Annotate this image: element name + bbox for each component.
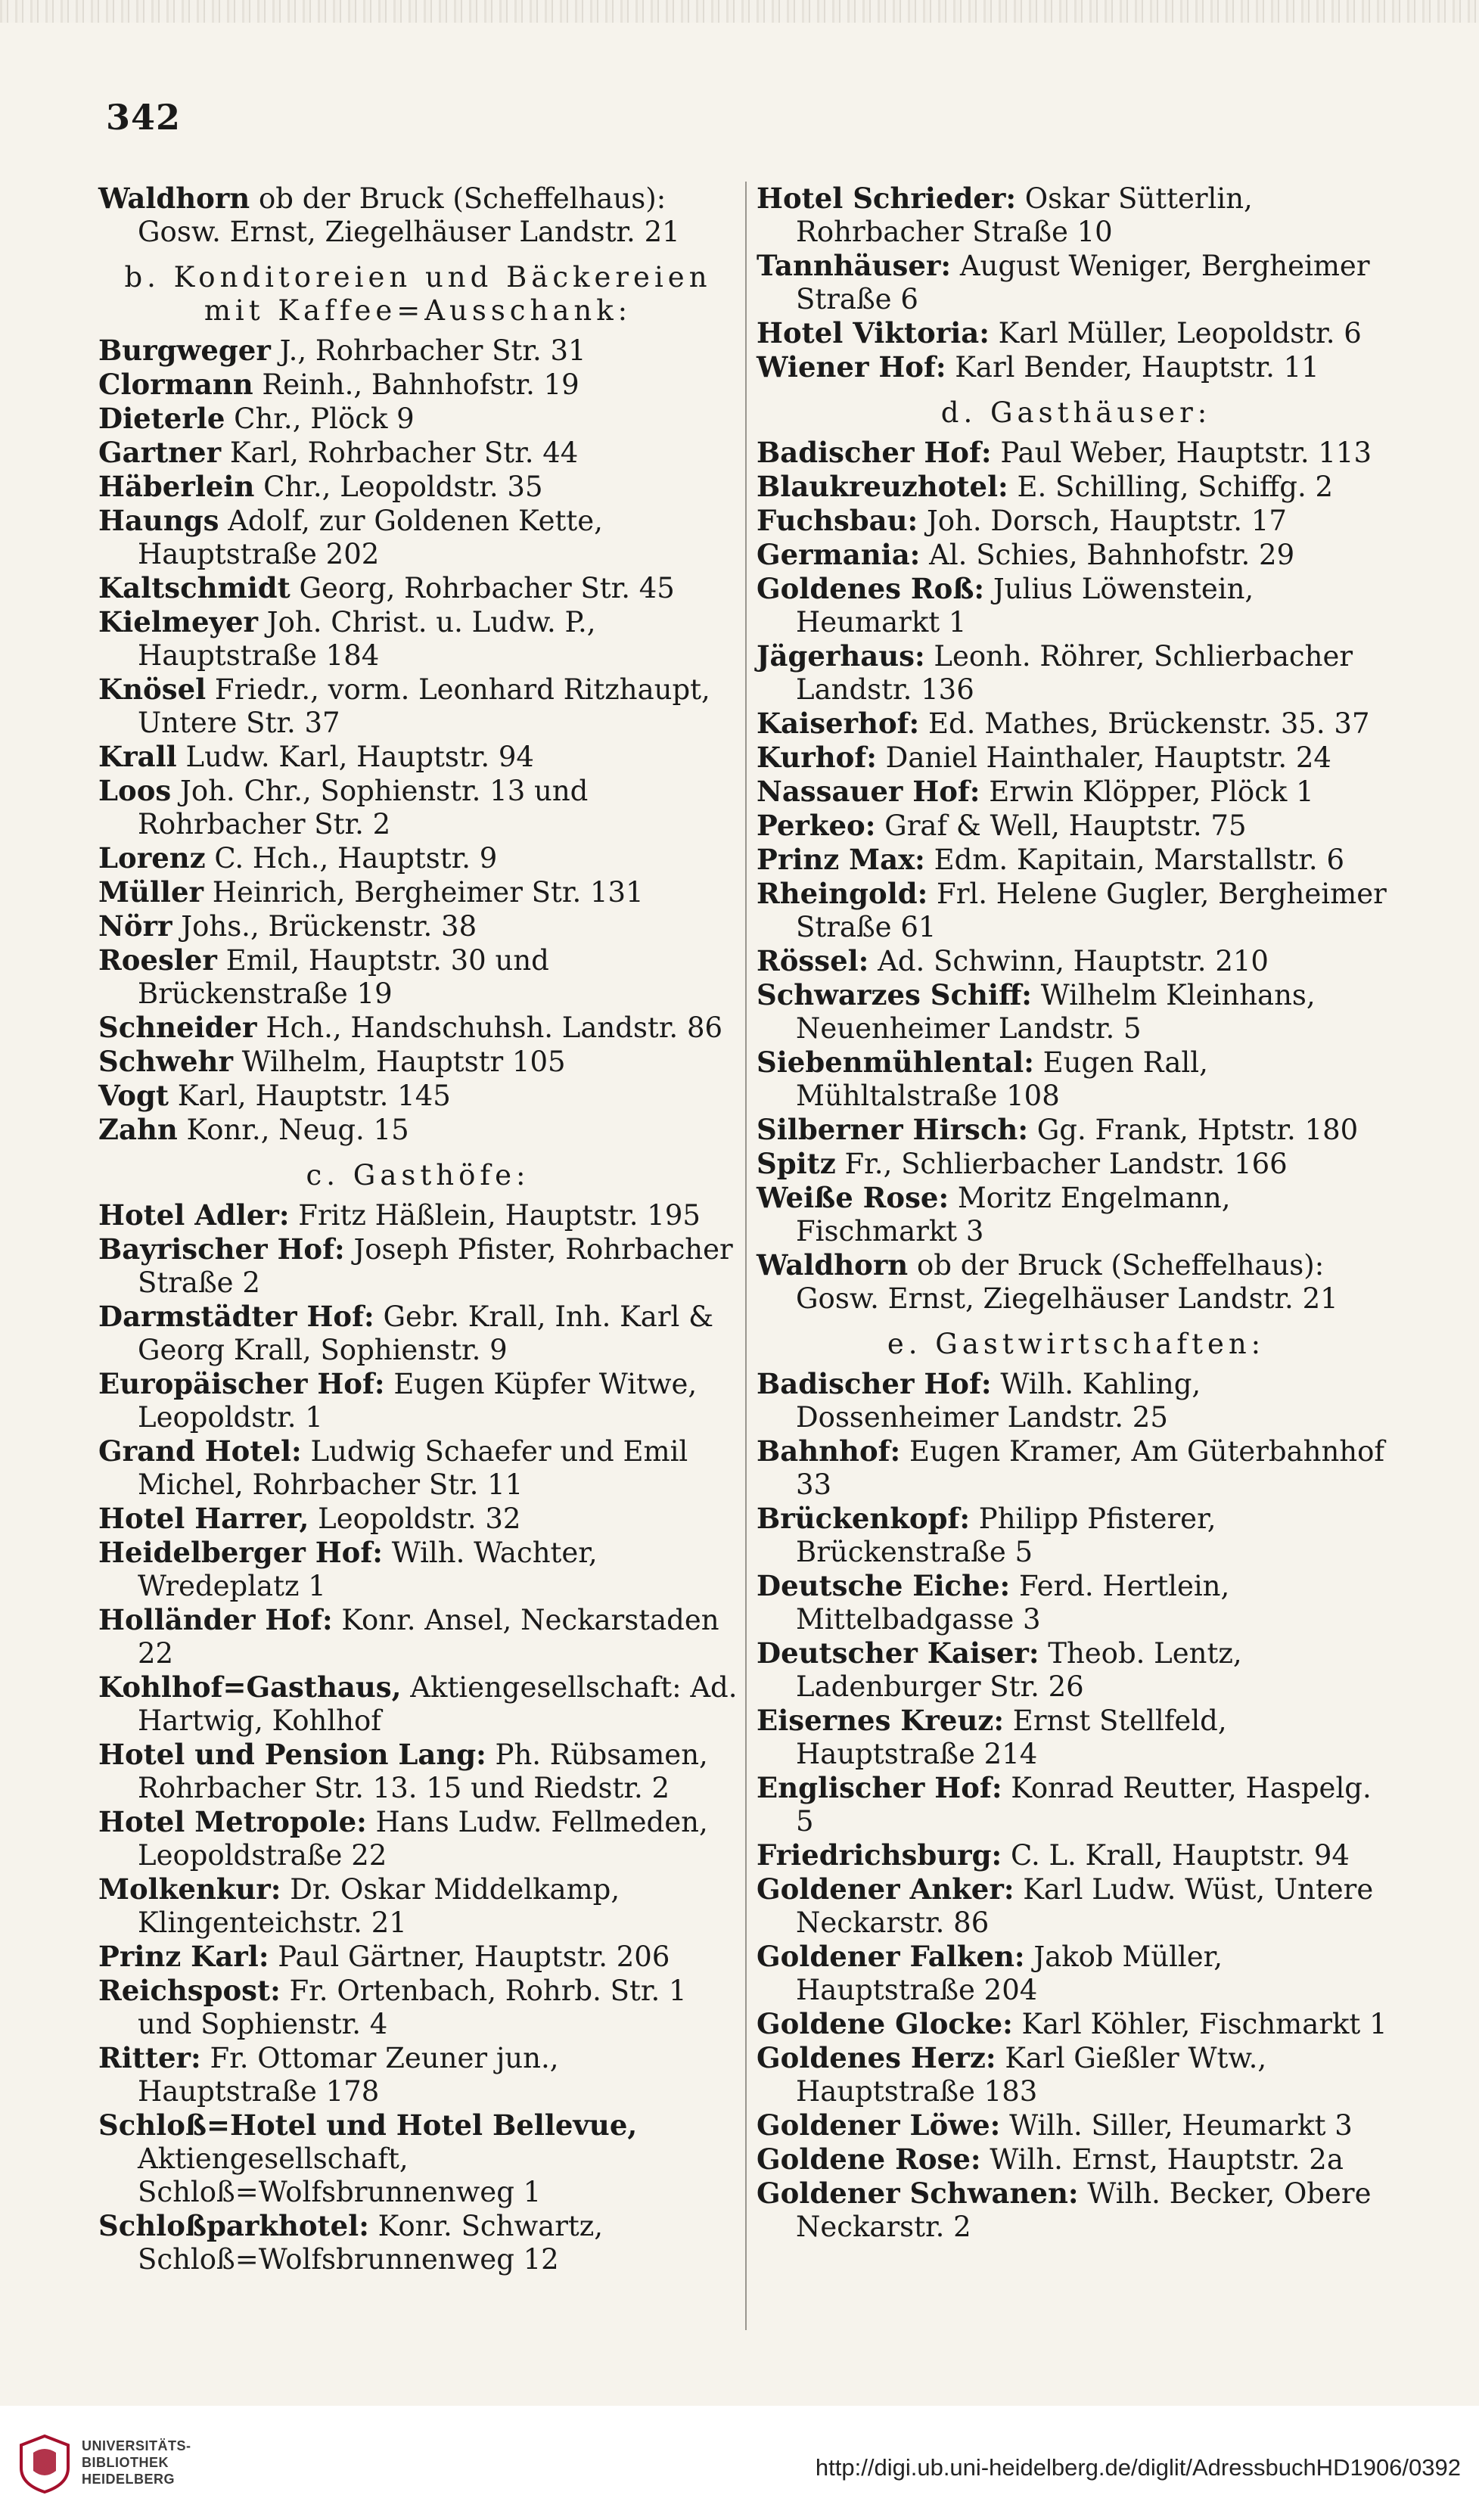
entry-name: Kohlhof=Gasthaus,	[98, 1670, 402, 1704]
directory-entry	[757, 2041, 1396, 2108]
directory-entry	[757, 1147, 1396, 1181]
entry-name: Goldener Falken:	[757, 1940, 1025, 1973]
entry-details: J., Rohrbacher Str. 31	[270, 334, 586, 367]
left-column	[98, 182, 738, 2276]
directory-entry	[98, 182, 738, 249]
directory-entry	[98, 740, 738, 774]
directory-entry	[98, 1079, 738, 1113]
library-name-line: UNIVERSITÄTS-	[82, 2438, 191, 2453]
directory-entry	[757, 1502, 1396, 1569]
entry-details: Ernst Stellfeld, Hauptstraße 214	[796, 1704, 1227, 1770]
entry-details: Ludwig Schaefer und Emil Michel, Rohrbacher Str. 11	[138, 1435, 688, 1501]
entry-details: Daniel Hainthaler, Hauptstr. 24	[876, 741, 1331, 774]
entry-name: Perkeo:	[757, 809, 876, 842]
entry-name: Waldhorn	[98, 182, 250, 215]
directory-entry	[757, 2177, 1396, 2244]
entry-details: Wilh. Ernst, Hauptstr. 2a	[980, 2143, 1344, 2176]
entry-name: Brückenkopf:	[757, 1502, 971, 1535]
entry-details: Aktiengesellschaft: Ad. Hartwig, Kohlhof	[138, 1671, 738, 1737]
entry-details: Wilhelm Kleinhans, Neuenheimer Landstr. 5	[796, 979, 1316, 1045]
entry-name: Loos	[98, 774, 172, 807]
directory-entry	[757, 1569, 1396, 1636]
directory-entry	[757, 775, 1396, 809]
entry-name: Goldener Anker:	[757, 1872, 1014, 1906]
entry-name: Nassauer Hof:	[757, 775, 980, 808]
directory-entry	[757, 350, 1396, 384]
entry-details: Wilh. Becker, Obere Neckarstr. 2	[796, 2177, 1372, 2243]
entry-details: Karl Müller, Leopoldstr. 6	[989, 317, 1362, 350]
directory-entry	[98, 909, 738, 943]
section-heading: b. Konditoreien und Bäckereien mit Kaffee=Ausschank:	[124, 261, 712, 327]
directory-entry	[98, 1536, 738, 1603]
directory-entry	[98, 470, 738, 504]
directory-entry	[757, 843, 1396, 877]
entry-details: Joh. Dorsch, Hauptstr. 17	[918, 505, 1287, 537]
entry-details: Eugen Kramer, Am Güterbahnhof 33	[796, 1435, 1385, 1501]
entry-details: E. Schilling, Schiffg. 2	[1008, 471, 1334, 503]
directory-entry	[757, 944, 1396, 978]
entry-details: Fr. Ortenbach, Rohrb. Str. 1 und Sophienstr. 4	[138, 1975, 687, 2040]
directory-entry	[757, 1046, 1396, 1113]
library-name-line: BIBLIOTHEK	[82, 2455, 169, 2470]
entry-details: Wilh. Kahling, Dossenheimer Landstr. 25	[796, 1368, 1201, 1434]
entry-name: Blaukreuzhotel:	[757, 470, 1008, 503]
directory-entry	[98, 1300, 738, 1367]
directory-entry	[98, 1940, 738, 1974]
directory-entry	[757, 639, 1396, 707]
entry-details: Eugen Küpfer Witwe, Leopoldstr. 1	[138, 1368, 698, 1434]
entry-name: Siebenmühlental:	[757, 1046, 1034, 1079]
entry-details: Joh. Chr., Sophienstr. 13 und Rohrbacher Str. 2	[138, 775, 589, 841]
directory-entry	[757, 1181, 1396, 1248]
entry-name: Friedrichsburg:	[757, 1838, 1002, 1872]
entry-details: Leopoldstr. 32	[309, 1502, 521, 1535]
right-column	[757, 182, 1396, 2244]
entry-name: Englischer Hof:	[757, 1771, 1002, 1804]
entry-name: Roesler	[98, 943, 217, 977]
entry-name: Kaltschmidt	[98, 571, 291, 604]
entry-name: Fuchsbau:	[757, 504, 918, 537]
entry-name: Prinz Max:	[757, 843, 925, 876]
entry-details: Konrad Reutter, Haspelg. 5	[796, 1772, 1372, 1838]
entry-name: Häberlein	[98, 470, 255, 503]
entry-details: Ph. Rübsamen, Rohrbacher Str. 13. 15 und Riedstr. 2	[138, 1739, 708, 1804]
directory-entry	[98, 1367, 738, 1434]
entry-name: Ritter:	[98, 2041, 201, 2074]
entry-details: Friedr., vorm. Leonhard Ritzhaupt, Untere Str. 37	[138, 673, 710, 739]
entry-details: Fritz Häßlein, Hauptstr. 195	[289, 1199, 701, 1232]
directory-entry	[757, 538, 1396, 572]
entry-details: Leonh. Röhrer, Schlierbacher Landstr. 136	[796, 640, 1353, 706]
entry-details: ob der Bruck (Scheffelhaus): Gosw. Ernst, Ziegelhäuser Landstr. 21	[138, 182, 680, 248]
entry-name: Knösel	[98, 673, 207, 706]
directory-entry	[98, 1738, 738, 1805]
entry-details: Georg, Rohrbacher Str. 45	[290, 572, 675, 604]
entry-details: Ludw. Karl, Hauptstr. 94	[176, 741, 534, 773]
section-heading: e. Gastwirtschaften:	[887, 1328, 1266, 1360]
directory-entry	[98, 1113, 738, 1147]
entry-name: Waldhorn	[757, 1248, 909, 1282]
entry-details: Joh. Christ. u. Ludw. P., Hauptstraße 184	[138, 606, 596, 672]
entry-name: Zahn	[98, 1113, 178, 1146]
directory-entry	[98, 774, 738, 841]
directory-entry	[757, 249, 1396, 316]
entry-details: Karl, Rohrbacher Str. 44	[221, 437, 579, 469]
entry-details: Jakob Müller, Hauptstraße 204	[796, 1940, 1223, 2006]
entry-name: Bahnhof:	[757, 1434, 901, 1468]
entry-details: ob der Bruck (Scheffelhaus): Gosw. Ernst, Ziegelhäuser Landstr. 21	[796, 1249, 1338, 1315]
directory-entry	[757, 1704, 1396, 1771]
entry-details: Fr., Schlierbacher Landstr. 166	[835, 1148, 1288, 1180]
entry-details: Adolf, zur Goldenen Kette, Hauptstraße 202	[138, 505, 603, 570]
entry-name: Schwarzes Schiff:	[757, 978, 1032, 1011]
directory-entry	[757, 1940, 1396, 2007]
entry-details: Oskar Sütterlin, Rohrbacher Straße 10	[796, 182, 1253, 248]
entry-details: Wilhelm, Hauptstr 105	[232, 1046, 566, 1078]
entry-details: Karl Ludw. Wüst, Untere Neckarstr. 86	[796, 1873, 1374, 1939]
directory-entry	[98, 504, 738, 571]
entry-name: Schloßparkhotel:	[98, 2209, 369, 2242]
entry-name: Bayrischer Hof:	[98, 1232, 345, 1266]
entry-name: Molkenkur:	[98, 1872, 281, 1906]
entry-details: Theob. Lentz, Ladenburger Str. 26	[796, 1637, 1242, 1703]
directory-entry	[757, 2108, 1396, 2142]
directory-entry	[98, 436, 738, 470]
entry-details: Konr. Schwartz, Schloß=Wolfsbrunnenweg 12	[138, 2210, 604, 2276]
entry-details: Paul Gärtner, Hauptstr. 206	[269, 1940, 670, 1973]
entry-name: Goldener Schwanen:	[757, 2177, 1079, 2210]
directory-entry	[98, 1232, 738, 1300]
entry-details: Karl Gießler Wtw., Hauptstraße 183	[796, 2042, 1267, 2108]
entry-name: Gartner	[98, 436, 222, 469]
entry-details: Heinrich, Bergheimer Str. 131	[204, 876, 644, 909]
entry-name: Rheingold:	[757, 877, 928, 910]
entry-details: Ed. Mathes, Brückenstr. 35. 37	[919, 707, 1370, 740]
entry-name: Grand Hotel:	[98, 1434, 302, 1468]
entry-details: Hans Ludw. Fellmeden, Leopoldstraße 22	[138, 1806, 708, 1872]
column-divider	[745, 182, 747, 2330]
entry-details: Karl Bender, Hauptstr. 11	[946, 351, 1319, 384]
entry-name: Prinz Karl:	[98, 1940, 269, 1973]
entry-name: Hotel Viktoria:	[757, 316, 990, 350]
entry-name: Deutsche Eiche:	[757, 1569, 1011, 1602]
entry-name: Goldener Löwe:	[757, 2108, 1001, 2142]
entry-details: August Weniger, Bergheimer Straße 6	[796, 250, 1370, 315]
directory-entry	[757, 1367, 1396, 1434]
directory-entry	[757, 707, 1396, 741]
entry-details: Moritz Engelmann, Fischmarkt 3	[796, 1182, 1231, 1248]
entry-name: Lorenz	[98, 841, 206, 875]
entry-details: Erwin Klöpper, Plöck 1	[980, 775, 1314, 808]
entry-name: Goldenes Roß:	[757, 572, 985, 605]
entry-details: Paul Weber, Hauptstr. 113	[991, 437, 1372, 469]
entry-details: Johs., Brückenstr. 38	[172, 910, 477, 943]
directory-entry	[98, 2108, 738, 2209]
entry-details: C. L. Krall, Hauptstr. 94	[1002, 1839, 1350, 1872]
directory-entry	[757, 741, 1396, 775]
entry-name: Spitz	[757, 1147, 836, 1180]
directory-entry	[98, 1011, 738, 1045]
directory-entry	[98, 1045, 738, 1079]
entry-name: Rössel:	[757, 944, 869, 977]
entry-name: Burgweger	[98, 334, 271, 367]
entry-details: Philipp Pfisterer, Brückenstraße 5	[796, 1502, 1216, 1568]
entry-name: Kaiserhof:	[757, 707, 920, 740]
entry-details: Wilh. Siller, Heumarkt 3	[1000, 2109, 1353, 2142]
directory-entry	[98, 875, 738, 909]
directory-entry	[98, 2209, 738, 2276]
directory-entry	[757, 1113, 1396, 1147]
entry-name: Weiße Rose:	[757, 1181, 949, 1214]
directory-entry	[98, 2041, 738, 2108]
directory-entry	[757, 2142, 1396, 2177]
entry-name: Jägerhaus:	[757, 639, 925, 673]
entry-name: Schloß=Hotel und Hotel Bellevue,	[98, 2108, 638, 2142]
section-heading: c. Gasthöfe:	[306, 1159, 530, 1192]
directory-entry	[757, 1248, 1396, 1316]
directory-entry	[757, 504, 1396, 538]
entry-name: Kurhof:	[757, 741, 877, 774]
entry-details: Edm. Kapitain, Marstallstr. 6	[924, 844, 1344, 876]
entry-details: Wilh. Wachter, Wredeplatz 1	[138, 1537, 598, 1602]
entry-details: Eugen Rall, Mühltalstraße 108	[796, 1046, 1208, 1112]
directory-entry	[98, 334, 738, 368]
directory-entry	[98, 1434, 738, 1502]
directory-entry	[757, 978, 1396, 1046]
entry-details: Hch., Handschuhsh. Landstr. 86	[256, 1011, 723, 1044]
entry-name: Goldene Glocke:	[757, 2007, 1013, 2040]
directory-entry	[98, 1198, 738, 1232]
directory-entry	[98, 571, 738, 605]
entry-details: C. Hch., Hauptstr. 9	[205, 842, 498, 875]
directory-entry	[757, 809, 1396, 843]
entry-details: Ad. Schwinn, Hauptstr. 210	[868, 945, 1269, 977]
entry-name: Clormann	[98, 368, 253, 401]
entry-name: Krall	[98, 740, 177, 773]
entry-name: Darmstädter Hof:	[98, 1300, 374, 1333]
entry-details: Frl. Helene Gugler, Bergheimer Straße 61	[796, 878, 1387, 943]
entry-name: Eisernes Kreuz:	[757, 1704, 1005, 1737]
entry-name: Schwehr	[98, 1045, 233, 1078]
entry-details: Julius Löwenstein, Heumarkt 1	[796, 573, 1254, 639]
entry-name: Heidelberger Hof:	[98, 1536, 383, 1569]
entry-details: Konr., Neug. 15	[177, 1114, 409, 1146]
entry-details: Aktiengesellschaft, Schloß=Wolfsbrunnenweg 1	[138, 2142, 542, 2208]
directory-entry	[757, 1771, 1396, 1838]
directory-entry	[757, 1872, 1396, 1940]
directory-entry	[757, 1838, 1396, 1872]
entry-name: Nörr	[98, 909, 172, 943]
entry-name: Hotel Harrer,	[98, 1502, 309, 1535]
directory-entry	[757, 316, 1396, 350]
section-heading: d. Gasthäuser:	[940, 396, 1212, 429]
entry-name: Müller	[98, 875, 204, 909]
directory-entry	[98, 1805, 738, 1872]
entry-details: Reinh., Bahnhofstr. 19	[253, 368, 579, 401]
directory-entry	[98, 1603, 738, 1670]
entry-details: Karl, Hauptstr. 145	[168, 1080, 451, 1112]
entry-name: Hotel Metropole:	[98, 1805, 367, 1838]
entry-details: Al. Schies, Bahnhofstr. 29	[920, 539, 1295, 571]
entry-name: Wiener Hof:	[757, 350, 946, 384]
entry-name: Hotel Adler:	[98, 1198, 290, 1232]
entry-details: Joseph Pfister, Rohrbacher Straße 2	[138, 1233, 733, 1299]
scan-edge-noise	[0, 0, 1479, 23]
directory-entry	[757, 182, 1396, 249]
library-name	[82, 2438, 191, 2487]
entry-details: Emil, Hauptstr. 30 und Brückenstraße 19	[138, 944, 549, 1010]
entry-details: Dr. Oskar Middelkamp, Klingenteichstr. 21	[138, 1873, 620, 1939]
entry-details: Gg. Frank, Hptstr. 180	[1027, 1114, 1359, 1146]
entry-name: Hotel Schrieder:	[757, 182, 1017, 215]
entry-name: Haungs	[98, 504, 219, 537]
directory-entry	[757, 1434, 1396, 1502]
entry-name: Germania:	[757, 538, 921, 571]
entry-name: Deutscher Kaiser:	[757, 1636, 1039, 1670]
directory-entry	[98, 673, 738, 740]
entry-name: Holländer Hof:	[98, 1603, 333, 1636]
entry-details: Konr. Ansel, Neckarstaden 22	[138, 1604, 719, 1670]
entry-name: Kielmeyer	[98, 605, 259, 639]
directory-entry	[757, 2007, 1396, 2041]
page-number: 342	[106, 97, 182, 138]
entry-details: Fr. Ottomar Zeuner jun., Hauptstraße 178	[138, 2042, 559, 2108]
entry-details: Chr., Plöck 9	[225, 402, 415, 435]
source-url-link[interactable]: http://digi.ub.uni-heidelberg.de/diglit/AdressbuchHD1906/0392	[815, 2454, 1461, 2481]
directory-entry	[757, 470, 1396, 504]
directory-entry	[98, 1502, 738, 1536]
library-name-line: HEIDELBERG	[82, 2472, 176, 2487]
directory-entry	[98, 943, 738, 1011]
directory-entry	[757, 1636, 1396, 1704]
entry-name: Goldenes Herz:	[757, 2041, 996, 2074]
directory-entry	[98, 841, 738, 875]
directory-entry	[98, 368, 738, 402]
directory-entry	[98, 1670, 738, 1738]
entry-name: Schneider	[98, 1011, 257, 1044]
directory-entry	[98, 402, 738, 436]
directory-entry	[757, 572, 1396, 639]
entry-details: Gebr. Krall, Inh. Karl & Georg Krall, Sophienstr. 9	[138, 1300, 714, 1366]
entry-name: Badischer Hof:	[757, 1367, 992, 1400]
university-seal-icon	[18, 2435, 71, 2494]
entry-name: Europäischer Hof:	[98, 1367, 385, 1400]
directory-entry	[98, 1872, 738, 1940]
entry-details: Graf & Well, Hauptstr. 75	[875, 809, 1247, 842]
directory-entry	[98, 605, 738, 673]
entry-name: Badischer Hof:	[757, 436, 992, 469]
entry-details: Ferd. Hertlein, Mittelbadgasse 3	[796, 1570, 1230, 1636]
directory-entry	[757, 436, 1396, 470]
entry-name: Tannhäuser:	[757, 249, 952, 282]
entry-name: Vogt	[98, 1079, 169, 1112]
entry-name: Reichspost:	[98, 1974, 281, 2007]
entry-details: Karl Köhler, Fischmarkt 1	[1012, 2008, 1387, 2040]
entry-name: Dieterle	[98, 402, 225, 435]
entry-details: Chr., Leopoldstr. 35	[254, 471, 543, 503]
directory-entry	[757, 877, 1396, 944]
entry-name: Hotel und Pension Lang:	[98, 1738, 486, 1771]
directory-entry	[98, 1974, 738, 2041]
entry-name: Goldene Rose:	[757, 2142, 981, 2176]
entry-name: Silberner Hirsch:	[757, 1113, 1028, 1146]
